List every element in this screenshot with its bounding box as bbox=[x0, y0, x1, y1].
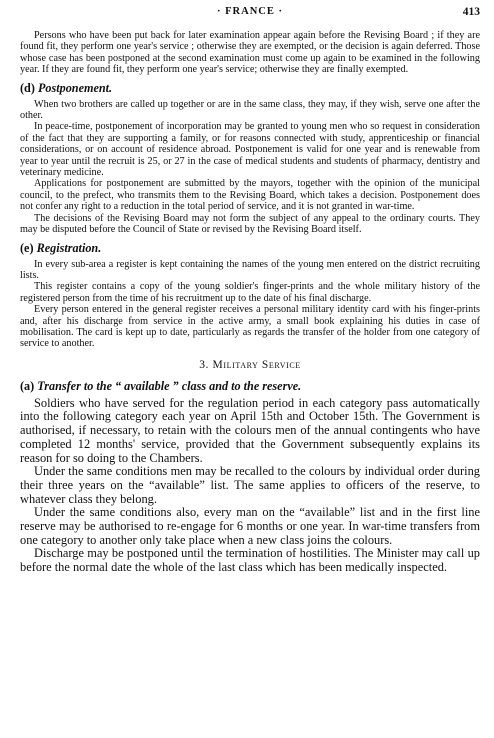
document-page bbox=[20, 0, 480, 738]
section-d-body bbox=[20, 99, 480, 236]
section-a-paragraph: Discharge may be postponed until the termination of hostilities. The Minister may call up before the normal date the whole of the last class which has been medically inspected. bbox=[20, 546, 480, 575]
section-a-letter: (a) bbox=[20, 378, 35, 393]
running-head: · FRANCE · bbox=[216, 6, 283, 17]
part-title-text: Military Service bbox=[212, 358, 301, 371]
section-d-letter: (d) bbox=[20, 80, 35, 95]
section-d-title: Postponement. bbox=[37, 80, 113, 95]
page-header bbox=[20, 6, 480, 20]
section-e-body bbox=[20, 259, 480, 350]
section-d-paragraph: Applications for postponement are submitted by the mayors, together with the opinion of the municipal council, to the prefect, who transmits them to the Revising Board, which takes a decision. Postponement does not confer any right to a reduction in the total period of service, and it is not granted in war-time. bbox=[20, 178, 480, 213]
section-d-heading bbox=[20, 81, 480, 96]
page-number: 413 bbox=[462, 6, 480, 18]
section-a-title: Transfer to the “ available ” class and to the reserve. bbox=[37, 378, 302, 393]
part-title bbox=[20, 359, 480, 371]
intro-block bbox=[20, 30, 480, 76]
section-e-heading bbox=[20, 241, 480, 256]
section-d-paragraph: In peace-time, postponement of incorporation may be granted to young men who so request in consideration of the fact that they are supporting a family, or for reasons connected with study, apprenticeship or financial considerations, or on account of residence abroad. Postponement is valid for one year and is renewable from year to year until the recruit is 25, or 27 in the case of medical students and students of pharmacy, dentistry and veterinary medicine. bbox=[20, 121, 480, 179]
section-e-paragraph: Every person entered in the general register receives a personal military identity card with his finger-prints and, after his discharge from service in the active army, a small book explaining his duties in case of mobilisation. The card is kept up to date, particularly as regards the transfer of the holder from one category of service to another. bbox=[20, 304, 480, 350]
section-e-title: Registration. bbox=[36, 240, 102, 255]
section-a-heading bbox=[20, 379, 480, 394]
section-a-paragraph: Under the same conditions men may be recalled to the colours by individual order during their three years on the “available” list. The same applies to officers of the reserve, to whatever class they belong. bbox=[20, 464, 480, 506]
section-d-paragraph: The decisions of the Revising Board may not form the subject of any appeal to the ordinary courts. They may be disputed before the Council of State or revised by the Revising Board itself. bbox=[20, 212, 480, 236]
section-e-paragraph: This register contains a copy of the young soldier's finger-prints and the whole military history of the registered person from the time of his recruitment up to the date of his final discharge. bbox=[20, 281, 480, 304]
section-a-body bbox=[20, 397, 480, 575]
section-a-paragraph: Soldiers who have served for the regulation period in each category pass automatically into the following category each year on April 15th and October 15th. The Government is authorised, if necessary, to retain with the colours men of the annual contingents who have completed 12 months' service, provided that the Government subsequently explains its reason for so doing to the Chambers. bbox=[20, 395, 480, 465]
section-e-paragraph: In every sub-area a register is kept containing the names of the young men entered on the district recruiting lists. bbox=[20, 258, 480, 281]
intro-paragraph: Persons who have been put back for later examination appear again before the Revising Board ; if they are found fit, they perform one year's service ; otherwise they are exempted, or the decision is again deferred. Those whose case has been postponed at the second examination must come up again to be examined in the following year. If they are found fit, they perform one year's service; otherwise they are finally exempted. bbox=[20, 30, 480, 76]
section-d-paragraph: When two brothers are called up together or are in the same class, they may, if they wish, serve one after the other. bbox=[20, 98, 480, 122]
page-body bbox=[20, 30, 480, 575]
part-number: 3. bbox=[199, 358, 210, 371]
section-a-paragraph: Under the same conditions also, every man on the “available” list and in the first line reserve may be authorised to re-engage for 6 months or one year. In war-time transfers from one category to another only take place when a new class joins the colours. bbox=[20, 505, 480, 547]
section-e-letter: (e) bbox=[20, 240, 34, 255]
